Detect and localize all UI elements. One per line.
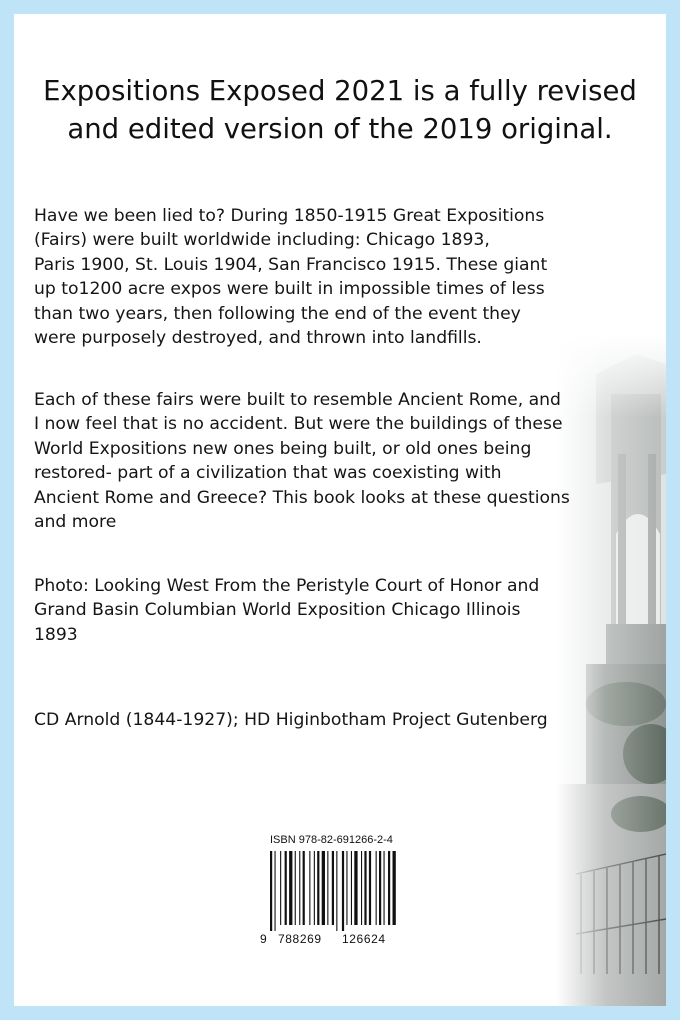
paragraph-line: Grand Basin Columbian World Exposition Chicago Illinois bbox=[34, 600, 521, 621]
isbn-barcode bbox=[256, 829, 408, 957]
headline bbox=[14, 72, 666, 148]
barcode-bar bbox=[354, 851, 357, 925]
paragraph-line: Paris 1900, St. Louis 1904, San Francisco 1915. These giant bbox=[34, 254, 548, 275]
barcode-bar bbox=[346, 851, 347, 925]
photo-credit: CD Arnold (1844-1927); HD Higinbotham Project Gutenberg bbox=[34, 710, 548, 730]
barcode-digits-left: 788269 bbox=[278, 932, 322, 946]
barcode-bar bbox=[379, 851, 381, 925]
barcode-digits-right: 126624 bbox=[342, 932, 386, 946]
barcode-bar bbox=[299, 851, 300, 925]
barcode-bar bbox=[342, 851, 344, 931]
barcode-digit-first: 9 bbox=[260, 932, 268, 946]
paragraph-line: restored- part of a civilization that was coexisting with bbox=[34, 463, 502, 484]
barcode-bar bbox=[280, 851, 281, 925]
paragraph-line: up to1200 acre expos were built in impossible times of less bbox=[34, 279, 545, 300]
ruins-photo-strip bbox=[556, 334, 666, 1020]
barcode-bar bbox=[314, 851, 315, 925]
barcode-bar bbox=[361, 851, 362, 925]
photo-caption bbox=[34, 574, 539, 647]
barcode-bar bbox=[275, 851, 276, 931]
isbn-label: ISBN 978-82-691266-2-4 bbox=[270, 834, 393, 846]
barcode-bar bbox=[351, 851, 352, 925]
barcode-bar bbox=[317, 851, 319, 925]
headline-line: and edited version of the 2019 original. bbox=[67, 113, 613, 145]
headline-line: Expositions Exposed 2021 is a fully revised bbox=[43, 75, 637, 107]
intro-paragraph bbox=[34, 204, 547, 350]
paragraph-line: Photo: Looking West From the Peristyle Court of Honor and bbox=[34, 576, 540, 596]
paragraph-line: were purposely destroyed, and thrown into landfills. bbox=[34, 328, 482, 349]
barcode-bar bbox=[376, 851, 377, 925]
barcode-bar bbox=[332, 851, 334, 925]
paragraph-line: (Fairs) were built worldwide including: Chicago 1893, bbox=[34, 230, 490, 251]
barcode-bar bbox=[327, 851, 328, 925]
paragraph-line: World Expositions new ones being built, or old ones being bbox=[34, 438, 532, 459]
paragraph-line: Have we been lied to? During 1850-1915 Great Expositions bbox=[34, 206, 545, 226]
barcode-bar bbox=[289, 851, 292, 925]
barcode-bar bbox=[384, 851, 385, 925]
barcode-bar bbox=[369, 851, 371, 925]
barcode-bar bbox=[270, 851, 272, 931]
paragraph-line: 1893 bbox=[34, 624, 78, 645]
barcode-bar bbox=[388, 851, 390, 925]
barcode-bar bbox=[309, 851, 310, 925]
paragraph-line: and more bbox=[34, 512, 117, 533]
barcode-bar bbox=[295, 851, 296, 925]
paragraph-line: Ancient Rome and Greece? This book looks at these questions bbox=[34, 487, 570, 508]
paragraph-line: I now feel that is no accident. But were the buildings of these bbox=[34, 414, 563, 435]
barcode-bar bbox=[336, 851, 337, 931]
barcode-bar bbox=[285, 851, 287, 925]
barcode-bar bbox=[303, 851, 305, 925]
rome-paragraph bbox=[34, 388, 570, 534]
paragraph-line: than two years, then following the end of the event they bbox=[34, 303, 521, 324]
barcode-bar bbox=[393, 851, 396, 925]
barcode-bars bbox=[256, 851, 408, 933]
paragraph-line: Each of these fairs were built to resemble Ancient Rome, and bbox=[34, 390, 561, 410]
barcode-bar bbox=[322, 851, 325, 925]
barcode-bar bbox=[364, 851, 366, 925]
